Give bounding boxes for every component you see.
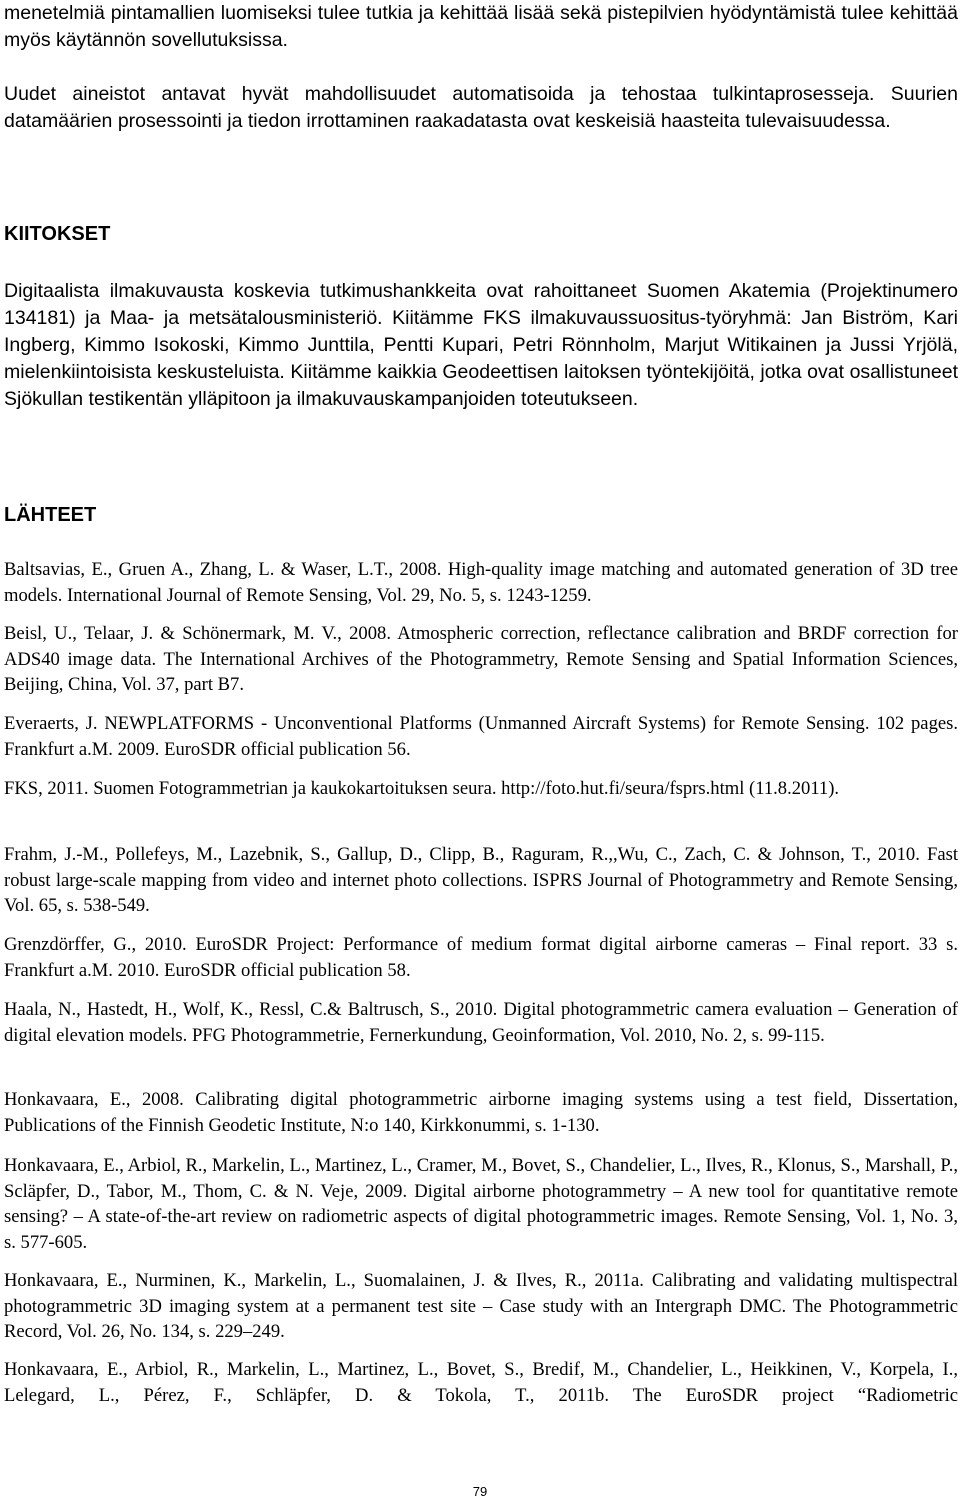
- reference-item: Honkavaara, E., Arbiol, R., Markelin, L., Martinez, L., Bovet, S., Bredif, M., Chandelier, L., Heikkinen, V., Korpela, I., Lelegard, L., Pérez, F., Schläpfer, D. & Tokola, T., 2011b. The EuroSDR project “Radiometric: [4, 1359, 958, 1406]
- reference-item: Frahm, J.-M., Pollefeys, M., Lazebnik, S., Gallup, D., Clipp, B., Raguram, R.,,Wu, C., Zach, C. & Johnson, T., 2010. Fast robust large-scale mapping from video and internet photo collections. ISPRS Journal of Photogrammetry and Remote Sensing, Vol. 65, s. 538-549.: [4, 844, 958, 916]
- intro-paragraph-2: Uudet aineistot antavat hyvät mahdollisuudet automatisoida ja tehostaa tulkintaprosesseja. Suurien datamäärien prosessointi ja tiedon irrottaminen raakadatasta ovat keskeisiä haasteita tulevaisuudessa.: [4, 83, 958, 132]
- reference-item: Honkavaara, E., Arbiol, R., Markelin, L., Martinez, L., Cramer, M., Bovet, S., Chandelier, L., Ilves, R., Klonus, S., Marshall, P., Scläpfer, D., Tabor, M., Thom, C. & N. Veje, 2009. Digital airborne photogrammetry – A new tool for quantitative remote sensing? – A state-of-the-art review on radiometric aspects of digital photogrammetric images. Remote Sensing, Vol. 1, No. 3, s. 577-605.: [4, 1155, 958, 1253]
- acknowledgements-heading: KIITOKSET: [4, 223, 111, 245]
- acknowledgements-text: Digitaalista ilmakuvausta koskevia tutkimushankkeita ovat rahoittaneet Suomen Akatemia (Projektinumero 134181) ja Maa- ja metsätalousministeriö. Kiitämme FKS ilmakuvaussuositus-työryhmä: Jan Biström, Kari Ingberg, Kimmo Isokoski, Kimmo Junttila, Pentti Kupari, Petri Rönnholm, Marjut Witikainen ja Jussi Yrjölä, mielenkiintoisista keskusteluista. Kiitämme kaikkia Geodeettisen laitoksen työntekijöitä, jotka ovat osallistuneet Sjökullan testikentän ylläpitoon ja ilmakuvauskampanjoiden toteutukseen.: [4, 280, 958, 410]
- reference-item: FKS, 2011. Suomen Fotogrammetrian ja kaukokartoituksen seura. http://foto.hut.fi/seura/fsprs.html (11.8.2011).: [4, 778, 840, 799]
- reference-item: Haala, N., Hastedt, H., Wolf, K., Ressl, C.& Baltrusch, S., 2010. Digital photogrammetric camera evaluation – Generation of digital elevation models. PFG Photogrammetrie, Fernerkundung, Geoinformation, Vol. 2010, No. 2, s. 99-115.: [4, 999, 958, 1046]
- reference-item: Everaerts, J. NEWPLATFORMS - Unconventional Platforms (Unmanned Aircraft Systems) for Remote Sensing. 102 pages. Frankfurt a.M. 2009. EuroSDR official publication 56.: [4, 713, 958, 760]
- reference-item: Baltsavias, E., Gruen A., Zhang, L. & Waser, L.T., 2008. High-quality image matching and automated generation of 3D tree models. International Journal of Remote Sensing, Vol. 29, No. 5, s. 1243-1259.: [4, 559, 958, 606]
- references-heading: LÄHTEET: [4, 504, 97, 526]
- reference-item: Honkavaara, E., 2008. Calibrating digital photogrammetric airborne imaging systems using a test field, Dissertation, Publications of the Finnish Geodetic Institute, N:o 140, Kirkkonummi, s. 1-130.: [4, 1089, 958, 1136]
- reference-item: Honkavaara, E., Nurminen, K., Markelin, L., Suomalainen, J. & Ilves, R., 2011a. Calibrating and validating multispectral photogrammetric 3D imaging system at a permanent test site – Case study with an Intergraph DMC. The Photogrammetric Record, Vol. 26, No. 134, s. 229–249.: [4, 1270, 958, 1342]
- page-number: 79: [472, 1484, 488, 1499]
- intro-paragraph-1: menetelmiä pintamallien luomiseksi tulee tutkia ja kehittää lisää sekä pistepilvien hyödyntämistä tulee kehittää myös käytännön sovellutuksissa.: [4, 2, 958, 51]
- reference-item: Beisl, U., Telaar, J. & Schönermark, M. V., 2008. Atmospheric correction, reflectance calibration and BRDF correction for ADS40 image data. The International Archives of the Photogrammetry, Remote Sensing and Spatial Information Sciences, Beijing, China, Vol. 37, part B7.: [4, 623, 958, 695]
- reference-item: Grenzdörffer, G., 2010. EuroSDR Project: Performance of medium format digital airborne cameras – Final report. 33 s. Frankfurt a.M. 2010. EuroSDR official publication 58.: [4, 934, 958, 981]
